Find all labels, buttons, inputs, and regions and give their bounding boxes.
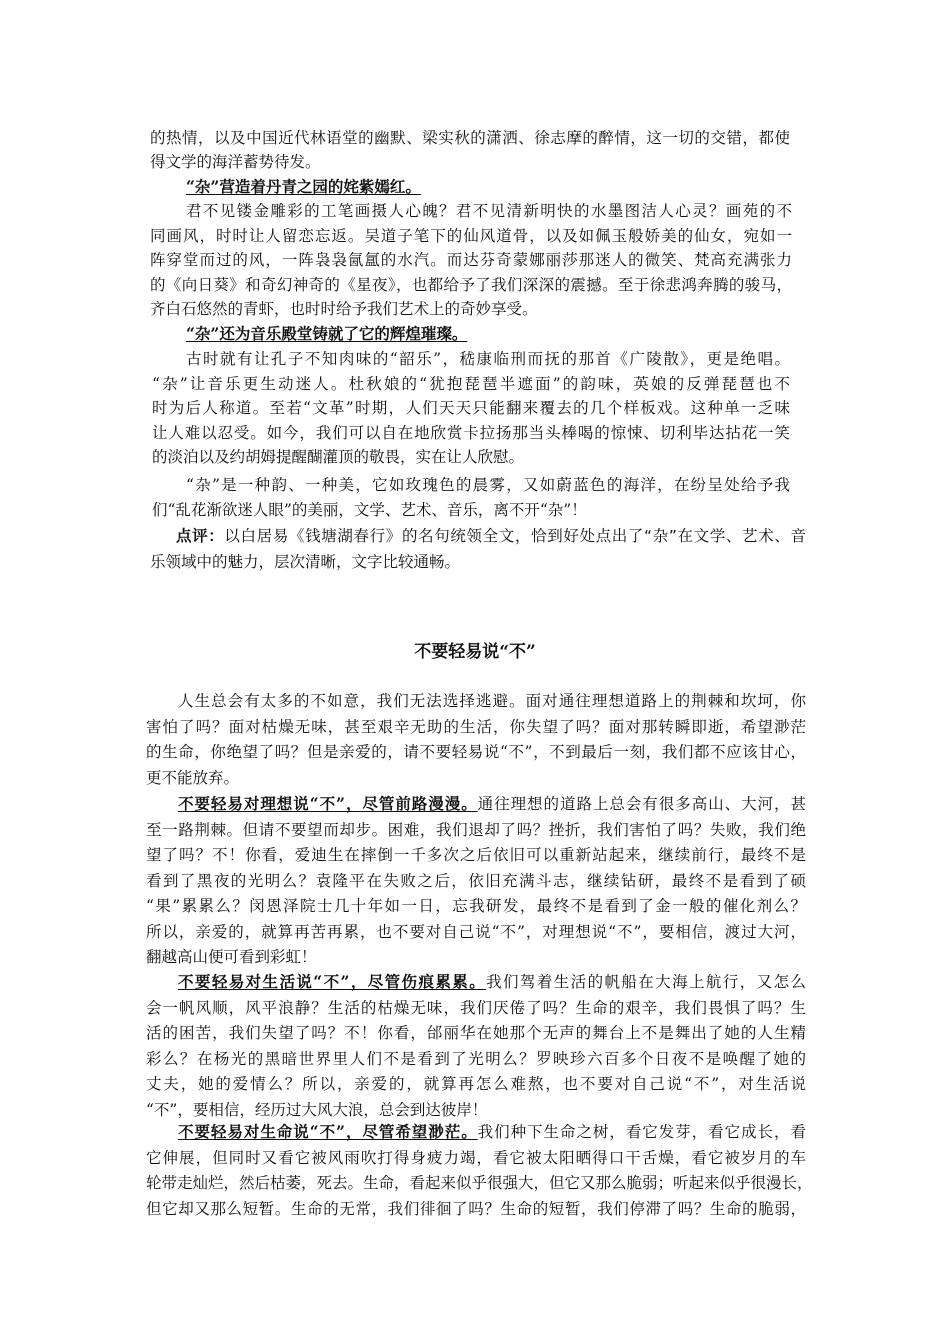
text-line: 阵穿堂而过的风，一阵袅袅氤氲的水汽。而达芬奇蒙娜丽莎那迷人的微笑、梵高充满张力 [150,251,792,269]
text-line: 至一路荆棘。但请不要望而却步。困难，我们退却了吗？挫折，我们害怕了吗？失败，我们绝 [146,820,806,839]
text-line: 的生命，你绝望了吗？但是亲爱的，请不要轻易说“不”，不到最后一刻，我们都不应该甘心， [146,743,806,761]
text-line: 它伸展，但同时又看它被风雨吹打得身疲力竭，看它被太阳晒得口干舌燥，看它被岁月的车 [146,1148,806,1167]
comment-text: 以白居易《钱塘湖春行》的名句统领全文，恰到好处点出了“杂”在文学、艺术、音 [224,527,806,545]
living-first-text: 我们种下生命之树，看它发芽，看它成长，看 [477,1123,806,1141]
text-line: 的淡泊以及约胡姆提醒醐灌顶的敬畏，实在让人欣慰。 [152,448,525,466]
text-line: 害怕了吗？面对枯燥无味，甚至艰辛无助的生活，你失望了吗？面对那转瞬即逝，希望渺茫 [146,717,806,736]
paragraph-first-line [146,791,806,818]
text-line: 得文学的海洋蓄势待发。 [150,153,321,171]
text-line: 丈夫，她的爱情么？所以，亲爱的，就算再怎么难熬，也不要对自己说“不”，对生活说 [146,1075,806,1093]
music-paragraph [152,347,790,470]
text-line: 让人难以忍受。如今，我们可以自在地欣赏卡拉扬那当头棒喝的惊悚、切利毕达拈花一笑 [152,423,790,442]
comment-line [150,523,806,549]
section-heading-painting: “杂”营造着丹青之园的姹紫嫣红。 [186,177,421,196]
comment-label: 点评： [176,527,225,545]
text-line: 人生总会有太多的不如意，我们无法选择逃避。面对通往理想道路上的荆棘和坎坷，你 [178,692,806,710]
life-heading: 不要轻易对生活说“不”，尽管伤痕累累。 [178,972,487,991]
ideal-heading: 不要轻易对理想说“不”，尽管前路漫漫。 [178,794,478,813]
text-line: 古时就有让孔子不知肉味的“韶乐”，嵇康临刑而抚的那首《广陵散》，更是绝唱。 [186,350,790,368]
text-line: “杂”是一种韵、一种美，它如玫瑰色的晨雾，又如蔚蓝色的海洋，在纷呈处给予我 [186,476,790,494]
text-line: 望了吗？不！你看，爱迪生在摔倒一千多次之后依旧可以重新站起来，继续前行，最终不是 [146,846,806,864]
text-line: 齐白石悠然的青虾，也时时给予我们艺术上的奇妙享受。 [150,300,538,318]
living-paragraph [146,1119,813,1222]
text-line: 君不见镂金雕彩的工笔画摄人心魄？君不见清新明快的水墨图洁人心灵？画苑的不 [186,202,792,220]
living-heading: 不要轻易对生命说“不”，尽管希望渺茫。 [178,1122,478,1141]
ideal-first-text: 通往理想的道路上总会有很多高山、大河，甚 [477,795,806,813]
text-line: 看到了黑夜的光明么？袁隆平在失败之后，依旧充满斗志，继续钻研，最终不是看到了硕 [146,871,806,890]
paragraph-first-line [146,1119,806,1146]
essay-title: 不要轻易说“不” [414,642,536,662]
text-line: 更不能放弃。 [146,768,240,787]
text-line: 活的困苦，我们失望了吗？不！你看，邰丽华在她那个无声的舞台上不是舞出了她的人生精 [146,1024,806,1042]
conclusion-paragraph [152,473,790,522]
text-line: 但它却又那么短暂。生命的无常，我们徘徊了吗？生命的短暂，我们停滞了吗？生命的脆弱， [146,1199,806,1218]
text-line: 同画风，时时让人留恋忘返。吴道子笔下的仙风道骨，以及如佩玉般娇美的仙女，宛如一 [150,226,792,245]
text-line: 的热情，以及中国近代林语堂的幽默、梁实秋的潇洒、徐志摩的醉情，这一切的交错，都使 [150,129,790,147]
text-line: 所以，亲爱的，就算再苦再累，也不要对自己说“不”，对理想说“不”，要相信，渡过大河， [146,922,806,941]
comment-line: 乐领域中的魅力，层次清晰，文字比较通畅。 [150,553,461,571]
ideal-paragraph [146,791,806,971]
text-line: 会一帆风顺，风平浪静？生活的枯燥无味，我们厌倦了吗？生命的艰辛，我们畏惧了吗？生 [146,998,806,1017]
teacher-comment [150,523,806,575]
section-heading-music: “杂”还为音乐殿堂铸就了它的辉煌璀璨。 [186,324,468,343]
life-paragraph [146,969,806,1123]
text-line: 们“乱花渐欲迷人眼”的美丽，文学、艺术、音乐，离不开“杂”！ [152,500,587,519]
painting-paragraph [150,199,792,322]
life-first-text: 我们驾着生活的帆船在大海上航行，又怎么 [486,973,806,991]
text-line: “果”累累么？闵恩泽院士几十年如一日，忘我研发，最终不是看到了金一般的催化剂么？ [146,897,806,915]
text-line: 轮带走灿烂，然后枯萎，死去。生命，看起来似乎很强大，但它又那么脆弱；听起来似乎很漫长， [146,1174,813,1192]
paragraph-first-line [146,969,806,996]
text-line: 翻越高山便可看到彩虹！ [146,948,317,966]
text-line: “不”，要相信，经历过大风大浪，总会到达彼岸！ [146,1100,488,1119]
text-line: 彩么？在杨光的黑暗世界里人们不是看到了光明么？罗映珍六百多个日夜不是唤醒了她的 [146,1049,806,1068]
text-line: 的《向日葵》和奇幻神奇的《星夜》，也都给予了我们深深的震撼。至于徐悲鸿奔腾的骏马， [150,275,792,294]
essay1-opening-paragraph [150,126,790,174]
text-line: “杂”让音乐更生动迷人。杜秋娘的“犹抱琵琶半遮面”的韵味，英娘的反弹琵琶也不 [152,374,790,393]
text-line: 时为后人称道。至若“文革”时期，人们天天只能翻来覆去的几个样板戏。这种单一乏味 [152,399,790,417]
intro-paragraph [146,689,806,791]
